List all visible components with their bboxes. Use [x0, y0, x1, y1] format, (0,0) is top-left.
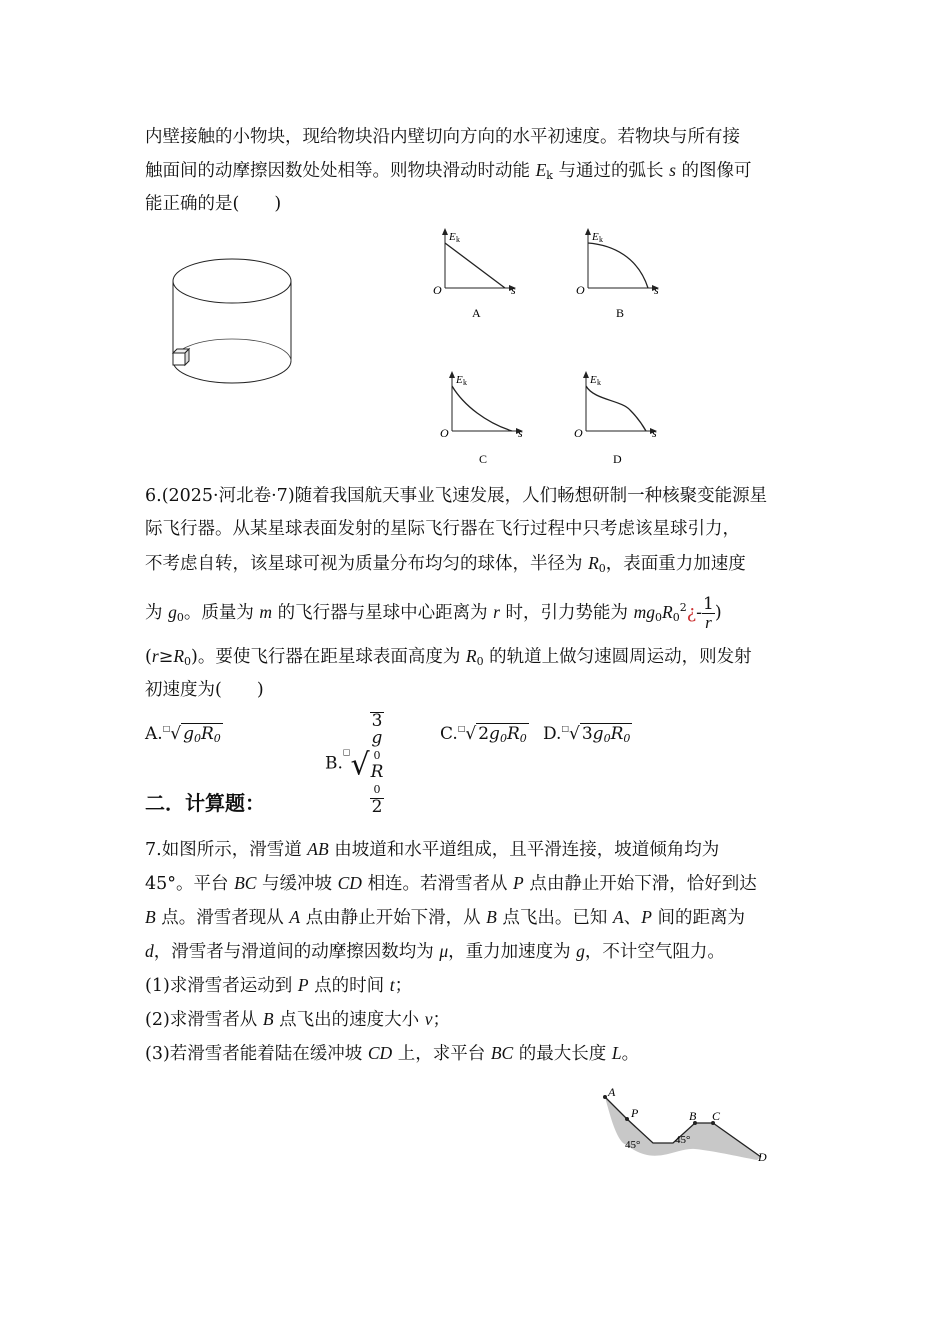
q6-line-5: $(r\ge R_0)$。要使飞行器在距星球表面高度为 $R_0$ 的轨道上做匀速圆周运动，则发射 [145, 646, 752, 668]
q7-line-3: B 点。滑雪者现从 A 点由静止开始下滑，从 B 点飞出。已知 A、P 间的距离为 [145, 907, 745, 928]
ski-slope-figure [595, 1085, 780, 1170]
x-axis-label: s [511, 283, 516, 297]
y-axis-label: E [456, 374, 463, 386]
point-p-label: P [631, 1106, 639, 1120]
origin-label: O [574, 426, 583, 440]
graph-b [568, 225, 678, 325]
origin-label: O [433, 283, 442, 297]
q6-line-6: 初速度为( ) [145, 680, 264, 700]
y-axis-label: E [592, 231, 599, 243]
q6-line-2: 际飞行器。从某星球表面发射的星际飞行器在飞行过程中只考虑该星球引力， [145, 519, 740, 539]
angle-right-label: 45° [675, 1134, 691, 1146]
cylinder-figure [165, 248, 300, 398]
q6-line-3: 不考虑自转，该星球可视为质量分布均匀的球体，半径为 $R_0$，表面重力加速度 [145, 553, 746, 575]
y-axis-label-sub: k [463, 378, 467, 387]
y-axis-label-sub: k [456, 235, 460, 244]
q6-line-4: 为 $g_0$。质量为 m 的飞行器与星球中心距离为 r 时，引力势能为 $mg_0R_0^2¿-$ $\frac{1}{r}$ ) [145, 594, 722, 632]
option-a: A.□√ $g_0R_0$ [145, 724, 221, 745]
q5-line-1: 内壁接触的小物块，现给物块沿内壁切向方向的水平初速度。若物块与所有接 [145, 127, 740, 147]
option-c: C.□√ $2g_0R_0$ [440, 724, 527, 745]
q5-line-3: 能正确的是( ) [145, 194, 282, 214]
point-b-label: B [689, 1109, 697, 1123]
block-icon [173, 349, 189, 365]
graph-c [432, 368, 542, 468]
q7-sub-1: (1)求滑雪者运动到 P 点的时间 t； [145, 975, 413, 996]
graph-label-c: C [479, 452, 488, 466]
y-axis-label: E [449, 231, 456, 243]
q7-line-1: 7.如图所示，滑雪道 AB 由坡道和水平道组成，且平滑连接，坡道倾角均为 [145, 839, 720, 860]
x-axis-label: s [652, 426, 657, 440]
angle-left-label: 45° [625, 1139, 641, 1151]
y-axis-label: E [590, 374, 597, 386]
origin-label: O [576, 283, 585, 297]
graph-label-d: D [613, 452, 622, 466]
option-b: B.□√ 3 g 0 R 0 2 [325, 711, 384, 817]
section-heading: 二．计算题： [145, 791, 265, 815]
point-a-label: A [608, 1085, 616, 1099]
graph-label-b: B [616, 306, 625, 320]
point-c-label: C [712, 1109, 721, 1123]
x-axis-label: s [654, 283, 659, 297]
q6-line-1: 6.(2025·河北卷·7)随着我国航天事业飞速发展，人们畅想研制一种核聚变能源星 [145, 486, 768, 506]
graph-a [425, 225, 535, 325]
y-axis-label-sub: k [599, 235, 603, 244]
y-axis-label-sub: k [597, 378, 601, 387]
q7-sub-3: (3)若滑雪者能着陆在缓冲坡 CD 上，求平台 BC 的最大长度 L。 [145, 1043, 640, 1064]
point-d-label: D [758, 1150, 767, 1164]
q5-line-2: 触面间的动摩擦因数处处相等。则物块滑动时动能 $E_k$ 与通过的弧长 s 的图像可 [145, 160, 752, 182]
origin-label: O [440, 426, 449, 440]
potential-fraction: $\frac{1}{r}$ [703, 594, 714, 632]
graph-d [566, 368, 676, 468]
q7-sub-2: (2)求滑雪者从 B 点飞出的速度大小 v； [145, 1009, 450, 1030]
option-d: D.□√ $3g_0R_0$ [543, 724, 631, 745]
q7-line-2: 45°。平台 BC 与缓冲坡 CD 相连。若滑雪者从 P 点由静止开始下滑，恰好到达 [145, 873, 757, 894]
graph-label-a: A [472, 306, 481, 320]
x-axis-label: s [518, 426, 523, 440]
q7-line-4: d，滑雪者与滑道间的动摩擦因数均为 μ，重力加速度为 g，不计空气阻力。 [145, 941, 725, 962]
